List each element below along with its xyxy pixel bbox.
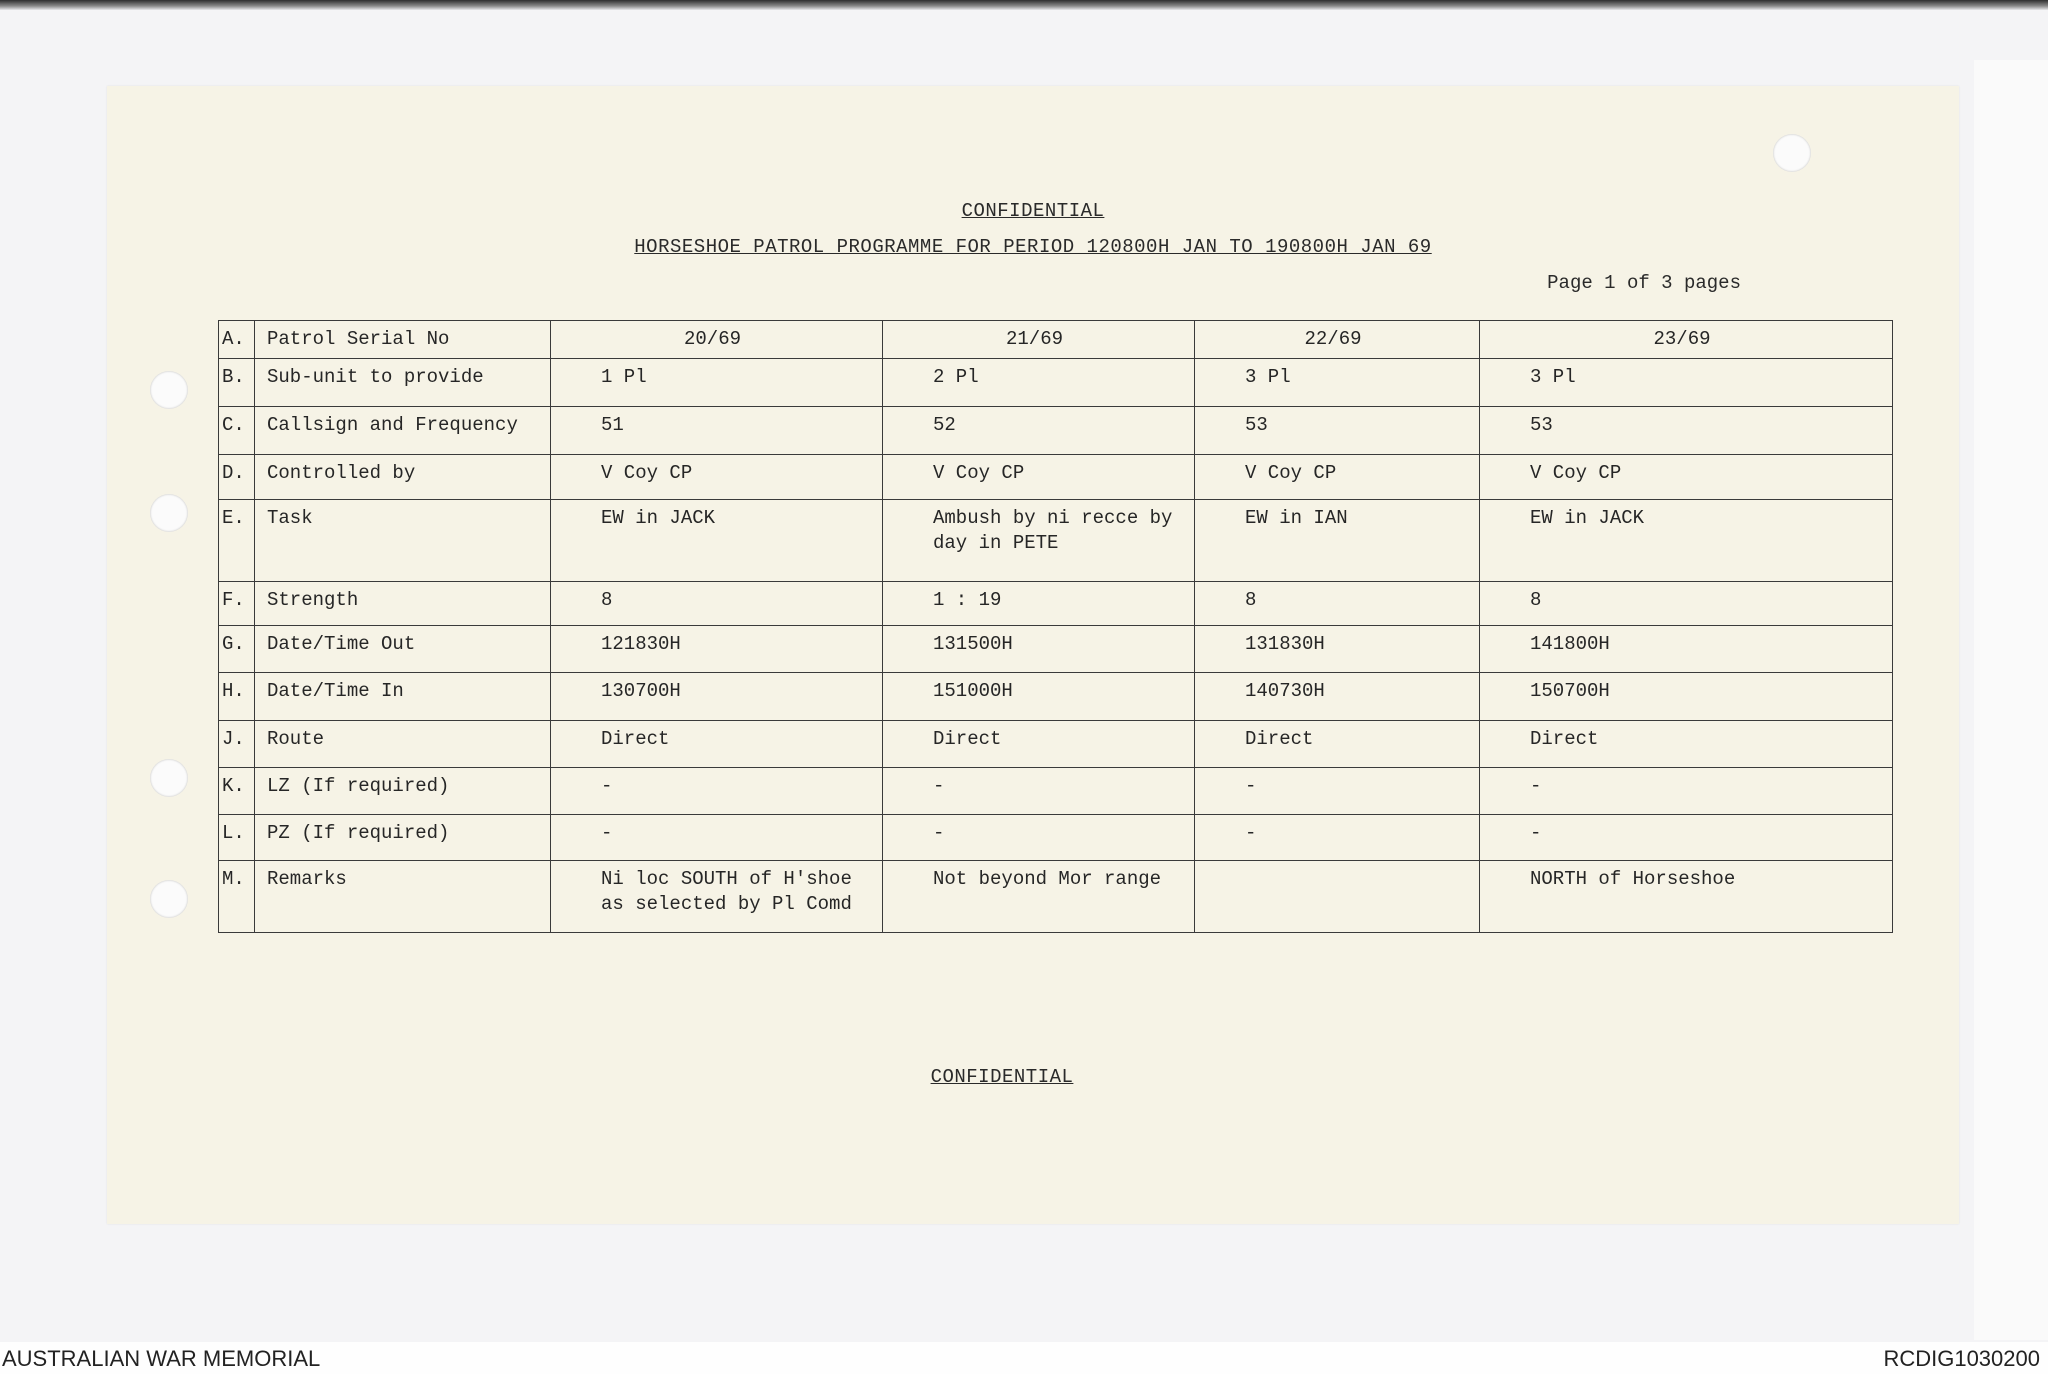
table-cell: 23/69 (1480, 321, 1893, 359)
table-cell: 8 (1195, 582, 1480, 626)
table-row (219, 673, 1893, 721)
punch-hole-left (150, 759, 188, 797)
table-cell: - (1480, 815, 1893, 861)
row-letter: K. (219, 768, 255, 815)
table-cell: 22/69 (1195, 321, 1480, 359)
table-cell: 20/69 (551, 321, 883, 359)
table-cell: 3 Pl (1195, 359, 1480, 407)
table-cell: Ni loc SOUTH of H'shoe as selected by Pl Comd (551, 861, 883, 933)
patrol-programme-table (218, 320, 1893, 933)
punch-hole-left (150, 494, 188, 532)
table-cell: EW in IAN (1195, 500, 1480, 582)
row-letter: G. (219, 626, 255, 673)
row-letter: J. (219, 721, 255, 768)
row-letter: H. (219, 673, 255, 721)
table-cell: 21/69 (883, 321, 1195, 359)
table-cell: 2 Pl (883, 359, 1195, 407)
row-label: Remarks (255, 861, 551, 933)
punch-hole-right (1773, 134, 1811, 172)
table-cell: Direct (883, 721, 1195, 768)
table-cell: Direct (551, 721, 883, 768)
table-row (219, 626, 1893, 673)
classification-header: CONFIDENTIAL (961, 200, 1105, 222)
table-cell: V Coy CP (883, 455, 1195, 500)
table-cell: Direct (1480, 721, 1893, 768)
table-cell: 51 (551, 407, 883, 455)
table-cell: EW in JACK (551, 500, 883, 582)
row-letter: F. (219, 582, 255, 626)
table-cell: - (1480, 768, 1893, 815)
row-label: Strength (255, 582, 551, 626)
table-row (219, 407, 1893, 455)
table-cell: 151000H (883, 673, 1195, 721)
table-cell: 150700H (1480, 673, 1893, 721)
table-cell: 8 (1480, 582, 1893, 626)
table-cell: V Coy CP (1195, 455, 1480, 500)
table-cell: 53 (1195, 407, 1480, 455)
row-label: Callsign and Frequency (255, 407, 551, 455)
row-letter: A. (219, 321, 255, 359)
row-label: Sub-unit to provide (255, 359, 551, 407)
table-cell: 1 : 19 (883, 582, 1195, 626)
table-cell: - (1195, 768, 1480, 815)
row-label: Task (255, 500, 551, 582)
row-label: PZ (If required) (255, 815, 551, 861)
table-cell: Not beyond Mor range (883, 861, 1195, 933)
institution-name: AUSTRALIAN WAR MEMORIAL (2, 1346, 321, 1371)
table-cell: 140730H (1195, 673, 1480, 721)
document-title: HORSESHOE PATROL PROGRAMME FOR PERIOD 120800H JAN TO 190800H JAN 69 (634, 236, 1432, 258)
table-cell: 141800H (1480, 626, 1893, 673)
table-row (219, 861, 1893, 933)
row-letter: D. (219, 455, 255, 500)
table-cell: 131500H (883, 626, 1195, 673)
table-cell: - (883, 768, 1195, 815)
row-letter: C. (219, 407, 255, 455)
archive-caption-bar (0, 1342, 2048, 1374)
table-row (219, 455, 1893, 500)
table-cell: 130700H (551, 673, 883, 721)
item-id: RCDIG1030200 (1883, 1346, 2040, 1371)
table-cell: - (551, 815, 883, 861)
document-page (107, 86, 1959, 1224)
table-row (219, 500, 1893, 582)
table-row (219, 768, 1893, 815)
table-cell: 52 (883, 407, 1195, 455)
punch-hole-left (150, 880, 188, 918)
row-label: LZ (If required) (255, 768, 551, 815)
table-row (219, 359, 1893, 407)
table-cell: EW in JACK (1480, 500, 1893, 582)
table-row (219, 721, 1893, 768)
row-label: Controlled by (255, 455, 551, 500)
table-cell: V Coy CP (1480, 455, 1893, 500)
classification-footer: CONFIDENTIAL (930, 1066, 1074, 1088)
scanner-edge (0, 0, 2048, 10)
table-cell: 53 (1480, 407, 1893, 455)
row-letter: B. (219, 359, 255, 407)
row-label: Route (255, 721, 551, 768)
row-label: Date/Time Out (255, 626, 551, 673)
table-cell: 1 Pl (551, 359, 883, 407)
table-cell: V Coy CP (551, 455, 883, 500)
table-cell: 3 Pl (1480, 359, 1893, 407)
row-label: Patrol Serial No (255, 321, 551, 359)
table-cell: 8 (551, 582, 883, 626)
scan-margin (1974, 60, 2048, 1340)
row-letter: E. (219, 500, 255, 582)
row-label: Date/Time In (255, 673, 551, 721)
page-count: Page 1 of 3 pages (1547, 272, 1741, 294)
table-cell: Direct (1195, 721, 1480, 768)
table-cell (1195, 861, 1480, 933)
table-cell: 131830H (1195, 626, 1480, 673)
row-letter: L. (219, 815, 255, 861)
table-cell: - (883, 815, 1195, 861)
table-row (219, 815, 1893, 861)
table-cell: - (551, 768, 883, 815)
table-cell: - (1195, 815, 1480, 861)
table-cell: NORTH of Horseshoe (1480, 861, 1893, 933)
table-row (219, 321, 1893, 359)
table-cell: 121830H (551, 626, 883, 673)
table-row (219, 582, 1893, 626)
row-letter: M. (219, 861, 255, 933)
punch-hole-left (150, 371, 188, 409)
table-cell: Ambush by ni recce by day in PETE (883, 500, 1195, 582)
